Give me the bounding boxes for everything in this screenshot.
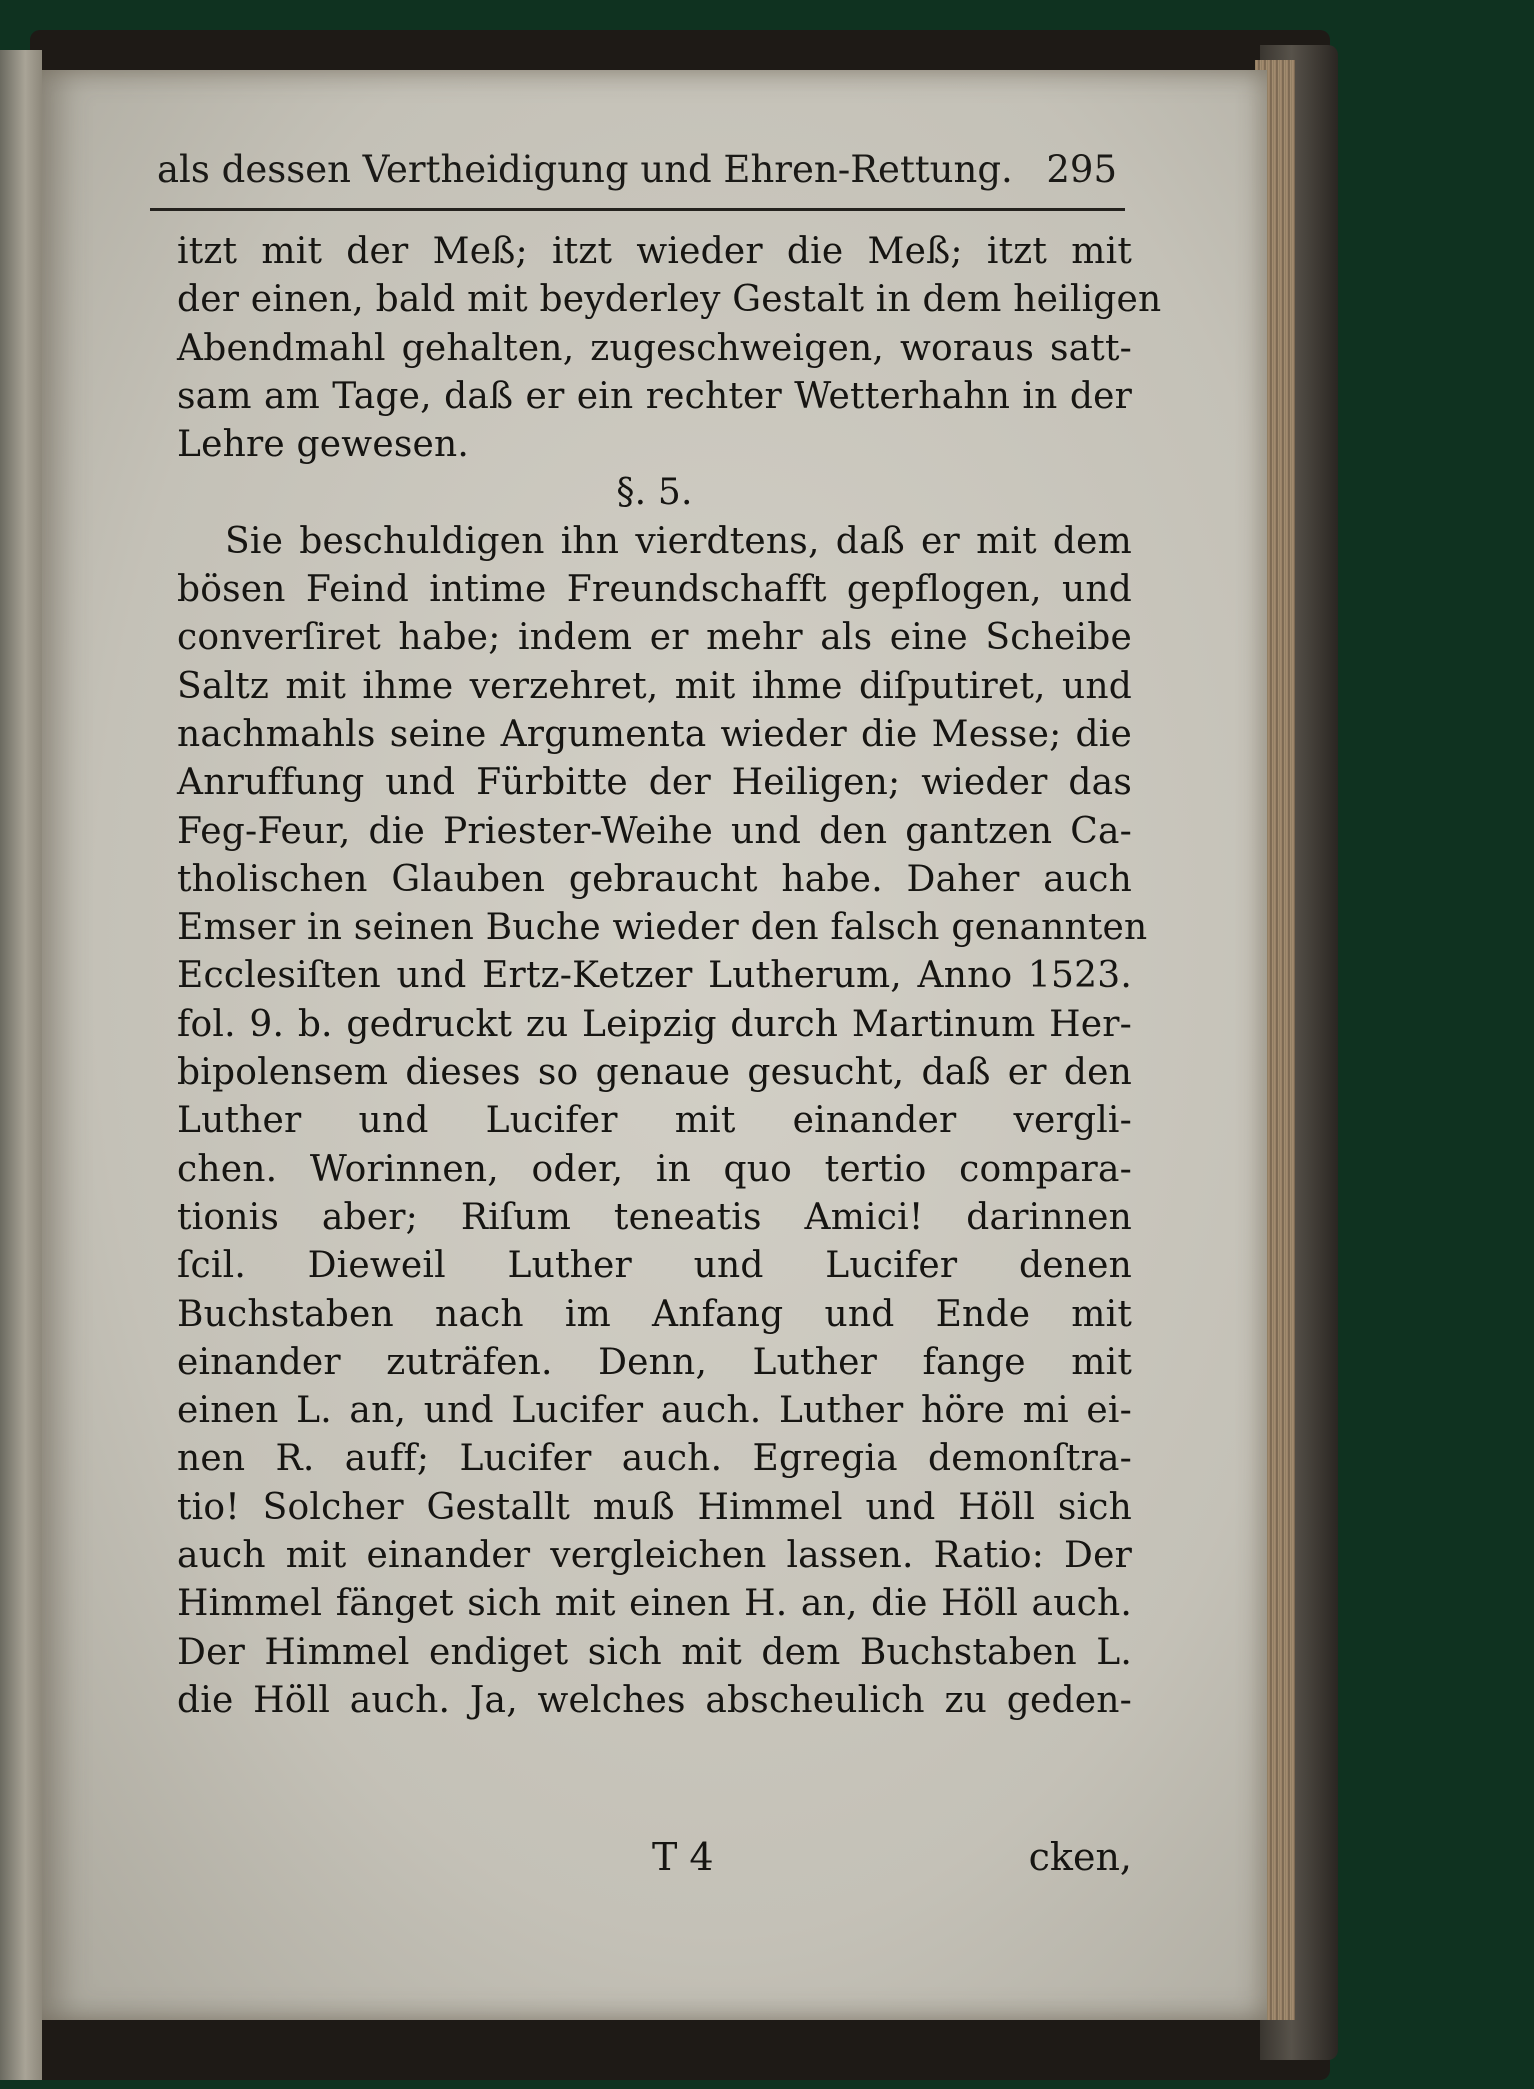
text-line: Ecclesiſten und Ertz-Ketzer Lutherum, Anno 1523.	[177, 955, 1132, 997]
section-heading: §. 5.	[616, 472, 693, 514]
page-number: 295	[1046, 148, 1117, 191]
page-body	[177, 228, 1162, 1725]
text-line: Luther und Lucifer mit einander vergli-	[177, 1100, 1132, 1142]
text-line: einen L. an, und Lucifer auch. Luther höre mi ei-	[177, 1390, 1132, 1432]
text-line: Der Himmel endiget sich mit dem Buchstaben L.	[177, 1631, 1132, 1673]
text-line: Buchstaben nach im Anfang und Ende mit	[177, 1293, 1132, 1335]
page-footer	[652, 1835, 1132, 1879]
text-line: Abendmahl gehalten, zugeschweigen, woraus satt-	[177, 327, 1132, 369]
text-line: nen R. auff; Lucifer auch. Egregia demonſtra-	[177, 1438, 1132, 1480]
book-page	[42, 70, 1267, 2020]
text-line: fol. 9. b. gedruckt zu Leipzig durch Martinum Her-	[177, 1003, 1132, 1045]
running-header	[157, 148, 1117, 191]
text-line: tholischen Glauben gebraucht habe. Daher auch	[177, 858, 1132, 900]
text-line: Feg-Feur, die Priester-Weihe und den gantzen Ca-	[177, 810, 1132, 852]
text-line: auch mit einander vergleichen lassen. Ratio: Der	[177, 1535, 1132, 1577]
text-line: einander zuträfen. Denn, Luther fange mit	[177, 1341, 1132, 1383]
text-line: Himmel fänget sich mit einen H. an, die Höll auch.	[177, 1583, 1132, 1625]
header-rule	[150, 208, 1125, 211]
text-line: tio! Solcher Gestallt muß Himmel und Höll sich	[177, 1486, 1132, 1528]
text-line: Lehre gewesen.	[177, 424, 470, 466]
facing-page-edge	[0, 50, 42, 2080]
text-line: ſcil. Dieweil Luther und Lucifer denen	[177, 1245, 1132, 1287]
text-line: itzt mit der Meß; itzt wieder die Meß; itzt mit	[177, 231, 1132, 272]
text-line: Sie beschuldigen ihn vierdtens, daß er mit dem	[225, 520, 1132, 562]
text-line: converſiret habe; indem er mehr als eine Scheibe	[177, 617, 1132, 659]
catchword: cken,	[1028, 1835, 1132, 1879]
text-line: der einen, bald mit beyderley Gestalt in dem heiligen	[177, 279, 1162, 321]
running-title: als dessen Vertheidigung und Ehren-Rettung.	[157, 148, 1013, 191]
text-line: nachmahls seine Argumenta wieder die Messe; die	[177, 713, 1132, 755]
text-line: sam am Tage, daß er ein rechter Wetterhahn in der	[177, 375, 1132, 417]
text-line: tionis aber; Riſum teneatis Amici! darinnen	[177, 1196, 1132, 1238]
text-line: Anruffung und Fürbitte der Heiligen; wieder das	[177, 762, 1132, 804]
text-line: die Höll auch. Ja, welches abscheulich zu geden-	[177, 1679, 1132, 1721]
signature-mark: T 4	[652, 1835, 714, 1879]
text-line: Saltz mit ihme verzehret, mit ihme diſputiret, und	[177, 665, 1132, 707]
text-line: Emser in seinen Buche wieder den falsch genannten	[177, 907, 1148, 949]
text-line: bösen Feind intime Freundschafft gepflogen, und	[177, 569, 1132, 611]
text-line: chen. Worinnen, oder, in quo tertio compara-	[177, 1148, 1132, 1190]
text-line: bipolensem dieses so genaue gesucht, daß er den	[177, 1052, 1132, 1094]
